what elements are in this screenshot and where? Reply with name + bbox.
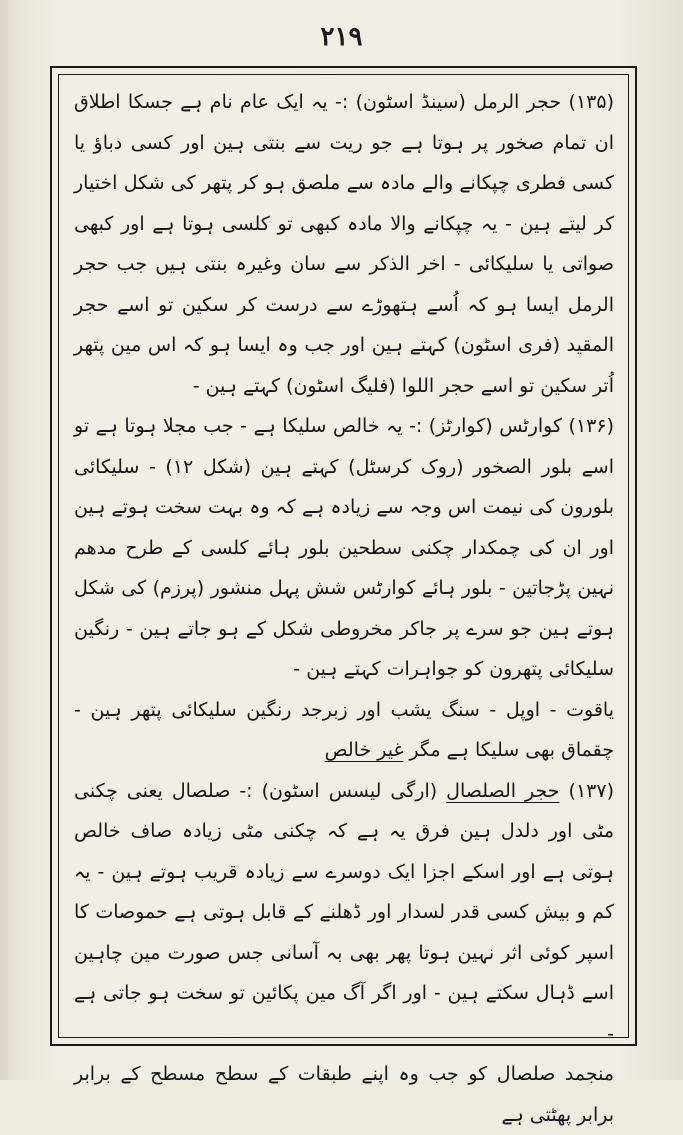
page-number: ۲۱۹ bbox=[320, 22, 363, 52]
paragraph-last-line: منجمد صلصال کو جب وہ اپنے طبقات کے سطح مسطح کے برابر برابر پھٹتی ہے bbox=[74, 1063, 614, 1126]
paragraph-137-title: حجر الصلصال bbox=[446, 779, 560, 802]
paragraph-136-quartz: (۱۳۶) کوارٹس (کوارٹز) :- یہ خالص سلیکا ہے - جب مجلا ہوتا ہے تو اسے بلور الصخور (روک کرسٹل) کہتے ہین (شکل ۱۲) - سلیکائی بلورون کی نیمت اس وجہ سے زیادہ ہے کہ وہ بہت سخت ہوتے ہین اور ان کی چمکدار چکنی سطحین بلور ہائے کلسی کے طرح مدھم نہین پڑجاتین - بلور ہائے کوارٹس شش پہل منشور (پرزم) کی شکل ہوتے ہین جو سرے پر جاکر مخروطی شکل کے ہو جاتے ہین - رنگین سلیکائی پتھرون کو جواہرات کہتے ہین - bbox=[74, 415, 615, 680]
paragraph-gems bbox=[74, 690, 614, 771]
gems-text-line2: ہے مگر bbox=[403, 739, 469, 761]
paragraph-135-sandstone: (۱۳۵) حجر الرمل (سینڈ اسٹون) :- یہ ایک عام نام ہے جسکا اطلاق ان تمام صخور پر ہوتا ہے جو ریت سے بنتی ہین اور کسی دباؤ یا کسی فطری چپکانے والے مادہ سے ملصق ہو کر پتھر کی شکل اختیار کر لیتے ہین - یہ چپکانے والا مادہ کبھی تو کلسی ہوتا ہے اور کبھی صواتی یا سلیکائی - اخر الذکر سے سان وغیرہ بنتی ہیں جب حجر الرمل ایسا ہو کہ اُسے ہتھوڑے سے درست کر سکین تو اسے حجر المقید (فری اسٹون) کہتے ہین اور جب وہ ایسا ہو کہ اس مین پتھر اُتر سکین تو اسے حجر اللوا (فلیگ اسٹون) کہتے ہین - bbox=[74, 91, 614, 397]
paragraph-137-number: (۱۳۷) bbox=[559, 779, 615, 802]
gems-text-line1: یاقوت - اوپل - سنگ یشب اور زبرجد رنگین سلیکائی پتھر ہین - چقماق بھی سلیکا bbox=[74, 698, 614, 761]
paragraph-137-claystone bbox=[74, 771, 614, 1055]
page-text bbox=[74, 82, 614, 1135]
gems-impure-underlined: غیر خالص bbox=[324, 739, 404, 761]
paragraph-137-text: (ارگی لیسس اسٹون) :- صلصال یعنی چکنی مٹی اور دلدل ہین فرق یہ ہے کہ چکنی مٹی زیادہ صاف خالص ہوتی ہے اور اسکے اجزا ایک دوسرے سے زیادہ قریب ہوتے ہین - یہ کم و بیش کسی قدر لسدار اور ڈھلنے کے قابل ہوتی ہے حموصات کا اسپر کوئی اثر نہین ہوتا پھر بھی بہ آسانی جس صورت مین چاہین اسے ڈہال سکتے ہین - اور اگر آگ مین پکائین تو سخت ہو جاتی ہے - bbox=[74, 779, 614, 1045]
